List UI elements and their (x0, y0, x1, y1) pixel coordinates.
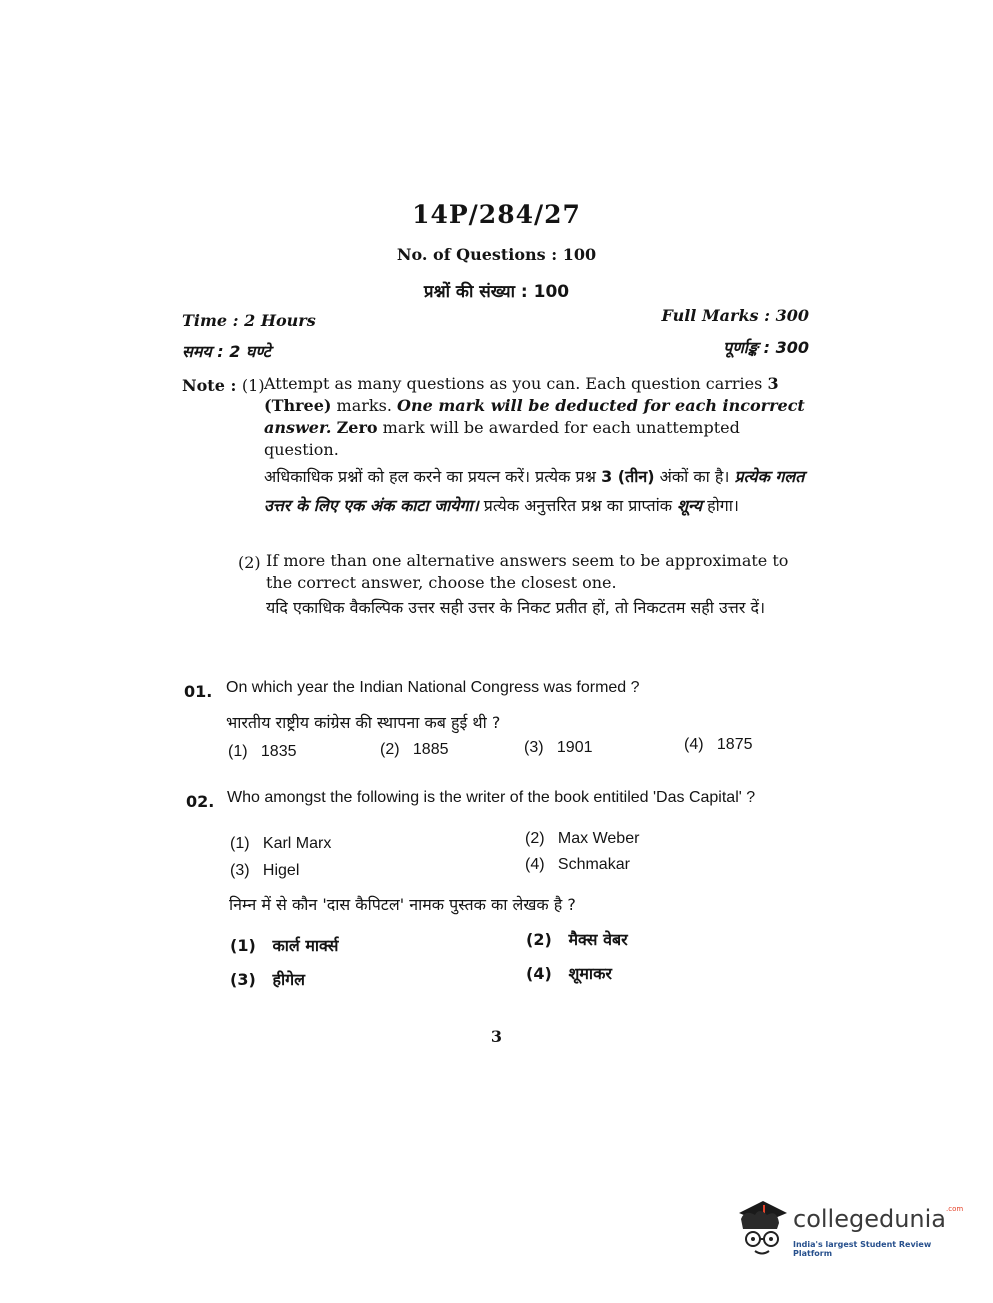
note-1-number: (1) (241, 376, 265, 395)
option-value: Max Weber (557, 830, 640, 847)
note-1-hindi (264, 462, 810, 520)
note-1-hi-zero: शून्य (677, 496, 702, 515)
question-2-option-3 (230, 862, 299, 880)
question-2-text-hindi: निम्न में से कौन 'दास कैपिटल' नामक पुस्तक का लेखक है ? (229, 895, 576, 914)
option-number: (4) (525, 856, 545, 873)
option-number: (2) (380, 741, 400, 758)
time-label-hindi: समय : 2 घण्टे (182, 342, 271, 361)
question-1-option-3 (524, 739, 593, 757)
option-value: 1875 (716, 736, 753, 753)
note-1-en-three: 3 (Three) (264, 374, 779, 415)
num-questions: No. of Questions : 100 (396, 245, 597, 264)
num-questions-hindi: प्रश्नों की संख्या : 100 (423, 282, 570, 302)
note-1-english (264, 373, 810, 461)
question-2-option-3-hindi (230, 968, 305, 990)
option-number: (4) (684, 736, 704, 753)
full-marks-label: Full Marks : 300 (661, 306, 809, 325)
note-1-hi-deduction: प्रत्येक गलत उत्तर के लिए एक अंक काटा जायेगा। (264, 467, 805, 515)
option-value: 1885 (412, 741, 449, 758)
option-value: मैक्स वेबर (568, 930, 628, 949)
note-1-hi-part: प्रत्येक अनुत्तरित प्रश्न का प्राप्तांक (478, 496, 678, 515)
note-1-en-deduction: One mark will be deducted for each incorrect answer. (264, 396, 805, 437)
question-2-option-1-hindi (230, 934, 339, 956)
brand-suffix: .com (946, 1205, 964, 1213)
brand-tagline: India's largest Student Review Platform (793, 1240, 932, 1258)
option-number: (1) (228, 743, 248, 760)
note-1-en-part: mark will be awarded for each unattempted question. (264, 418, 740, 459)
question-1-option-1 (228, 743, 297, 761)
option-value: कार्ल मार्क्स (272, 936, 339, 955)
question-2-text: Who amongst the following is the writer of the book entitiled 'Das Capital' ? (227, 789, 756, 806)
option-value: 1835 (260, 743, 297, 760)
option-number: (2) (525, 830, 545, 847)
note-1-hi-three: 3 (तीन) (601, 467, 655, 486)
mascot-icon (733, 1195, 789, 1259)
note-1-hi-part: अंकों का है। (654, 467, 735, 486)
option-value: Higel (262, 862, 300, 879)
question-2-option-2-hindi (526, 928, 628, 950)
option-value: हीगेल (272, 970, 305, 989)
question-1-option-4 (684, 736, 753, 754)
page-number: 3 (490, 1027, 503, 1046)
option-number: (3) (524, 739, 544, 756)
question-1-text: On which year the Indian National Congress was formed ? (226, 679, 640, 696)
option-value: 1901 (556, 739, 593, 756)
option-number: (3) (230, 970, 256, 989)
option-value: Karl Marx (262, 835, 332, 852)
option-number: (2) (526, 930, 552, 949)
option-number: (1) (230, 936, 256, 955)
collegedunia-logo (733, 1195, 963, 1265)
note-1-en-zero: Zero (336, 418, 378, 437)
option-number: (1) (230, 835, 250, 852)
note-label (182, 376, 265, 395)
question-2-option-2 (525, 830, 639, 848)
question-2-option-4-hindi (526, 962, 612, 984)
option-number: (3) (230, 862, 250, 879)
note-1-hi-part: होगा। (701, 496, 739, 515)
note-2-hindi: यदि एकाधिक वैकल्पिक उत्तर सही उत्तर के निकट प्रतीत हों, तो निकटतम सही उत्तर दें। (266, 598, 766, 617)
full-marks-label-hindi: पूर्णाङ्क : 300 (723, 338, 809, 357)
note-label-text: Note : (182, 376, 237, 395)
brand-name-text: collegedunia (793, 1205, 947, 1233)
brand-name (793, 1205, 963, 1233)
paper-code: 14P/284/27 (412, 200, 581, 229)
note-1-hi-part: अधिकाधिक प्रश्नों को हल करने का प्रयत्न करें। प्रत्येक प्रश्न (264, 467, 602, 486)
option-value: Schmakar (557, 856, 630, 873)
option-value: शूमाकर (568, 964, 612, 983)
question-1-text-hindi: भारतीय राष्ट्रीय कांग्रेस की स्थापना कब हुई थी ? (226, 713, 501, 732)
time-label: Time : 2 Hours (182, 311, 316, 330)
question-2-number: 02. (186, 792, 215, 811)
question-1-number: 01. (184, 682, 213, 701)
option-number: (4) (526, 964, 552, 983)
note-2-english: If more than one alternative answers seem to be approximate to the correct answer, choose the closest one. (266, 551, 789, 592)
note-2-number: (2) (238, 553, 261, 572)
question-2-option-1 (230, 835, 331, 853)
question-2-option-4 (525, 856, 630, 874)
question-1-option-2 (380, 741, 449, 759)
note-1-en-part: Attempt as many questions as you can. Each question carries (264, 374, 768, 393)
note-1-en-part: marks. (331, 396, 397, 415)
